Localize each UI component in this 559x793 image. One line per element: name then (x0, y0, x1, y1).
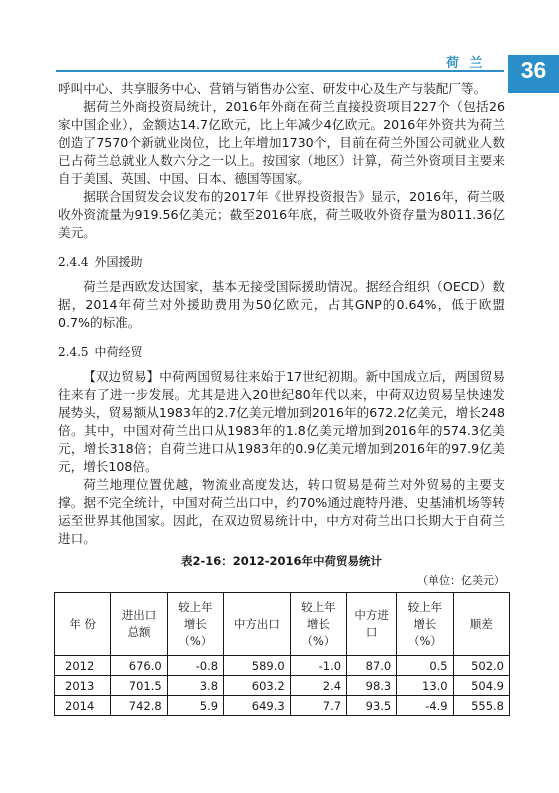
table-row (55, 656, 510, 676)
section-heading-foreign-aid (58, 253, 505, 270)
paragraph-foreign-aid: 荷兰是西欧发达国家，基本无接受国际援助情况。据经合组织（OECD）数据，2014年荷兰对外援助费用为50亿欧元，占其GNP的0.64%，低于欧盟0.7%的标准。 (58, 279, 505, 330)
section-title: 中荷经贸 (94, 345, 143, 359)
table-row (55, 696, 510, 716)
table-cell: 7.7 (290, 696, 346, 716)
paragraph-continuation: 呼叫中心、共享服务中心、营销与销售办公室、研发中心及生产与装配厂等。 (58, 81, 487, 96)
table-title: 表2-16：2012-2016年中荷贸易统计 (180, 554, 383, 568)
column-header: 较上年增长（%） (397, 593, 453, 656)
table-cell: 0.5 (397, 656, 453, 676)
table-cell: 504.9 (453, 676, 509, 696)
paragraph-bilateral-trade: 【双边贸易】中荷两国贸易往来始于17世纪初期。新中国成立后，两国贸易往来有了进一步发展。尤其是进入20世纪80年代以来，中荷双边贸易呈快速发展势头，贸易额从1983年的2.7亿美元增加到2016年的672.2亿美元，增长248倍。其中，中国对荷兰出口从1983年的1.8亿美元增加到2016年的574.3亿美元，增长318倍；自荷兰进口从1983年的0.9亿美元增加到2016年的97.9亿美元，增长108倍。 (58, 369, 505, 474)
table-cell: 5.9 (167, 696, 223, 716)
column-header: 较上年增长（%） (290, 593, 346, 656)
table-cell: -4.9 (397, 696, 453, 716)
table-cell: 93.5 (347, 696, 397, 716)
page-body (58, 80, 505, 716)
table-cell: 2013 (55, 676, 111, 696)
column-header: 较上年增长（%） (167, 593, 223, 656)
section-number: 2.4.5 (58, 345, 89, 359)
table-cell: 3.8 (167, 676, 223, 696)
page-number: 36 (520, 57, 547, 83)
section-title: 外国援助 (94, 255, 143, 269)
section-number: 2.4.4 (58, 255, 89, 269)
table-cell: 2.4 (290, 676, 346, 696)
column-header: 年 份 (55, 593, 111, 656)
table-cell: 502.0 (453, 656, 509, 676)
table-cell: 555.8 (453, 696, 509, 716)
table-cell: 98.3 (347, 676, 397, 696)
paragraph-fdi-stats: 据荷兰外商投资局统计，2016年外商在荷兰直接投资项目227个（包括26家中国企业），金额达14.7亿欧元，比上年减少4亿欧元。2016年外资共为荷兰创造了7570个新就业岗位，比上年增加1730个，目前在荷兰外国公司就业人数已占荷兰总就业人数六分之一以上。按国家（地区）计算，荷兰外资项目主要来自于美国、英国、中国、日本、德国等国家。 (58, 99, 505, 186)
paragraph-unctad-report: 据联合国贸发会议发布的2017年《世界投资报告》显示，2016年，荷兰吸收外资流量为919.56亿美元；截至2016年底，荷兰吸收外资存量为8011.36亿美元。 (58, 189, 505, 240)
table-header-row (55, 593, 510, 656)
table-cell: 676.0 (111, 656, 167, 676)
table-cell: 2012 (55, 656, 111, 676)
table-cell: 87.0 (347, 656, 397, 676)
column-header: 顺差 (453, 593, 509, 656)
column-header: 进出口总额 (111, 593, 167, 656)
column-header: 中方进口 (347, 593, 397, 656)
paragraph-transit-trade: 荷兰地理位置优越，物流业高度发达，转口贸易是荷兰对外贸易的主要支撑。据不完全统计，中国对荷兰出口中，约70%通过鹿特丹港、史基浦机场等转运至世界其他国家。因此，在双边贸易统计中，中方对荷兰出口长期大于自荷兰进口。 (58, 477, 505, 546)
table-cell: 603.2 (224, 676, 291, 696)
table-cell: 701.5 (111, 676, 167, 696)
table-row (55, 676, 510, 696)
section-heading-trade (58, 343, 505, 360)
table-cell: -1.0 (290, 656, 346, 676)
running-header: 荷 兰 (446, 56, 486, 71)
trade-statistics-table (54, 592, 510, 716)
table-cell: 2014 (55, 696, 111, 716)
header-rule (56, 70, 504, 72)
table-cell: 589.0 (224, 656, 291, 676)
table-cell: 742.8 (111, 696, 167, 716)
table-cell: 649.3 (224, 696, 291, 716)
table-cell: 13.0 (397, 676, 453, 696)
table-cell: -0.8 (167, 656, 223, 676)
column-header: 中方出口 (224, 593, 291, 656)
table-unit: （单位：亿美元） (417, 574, 505, 587)
